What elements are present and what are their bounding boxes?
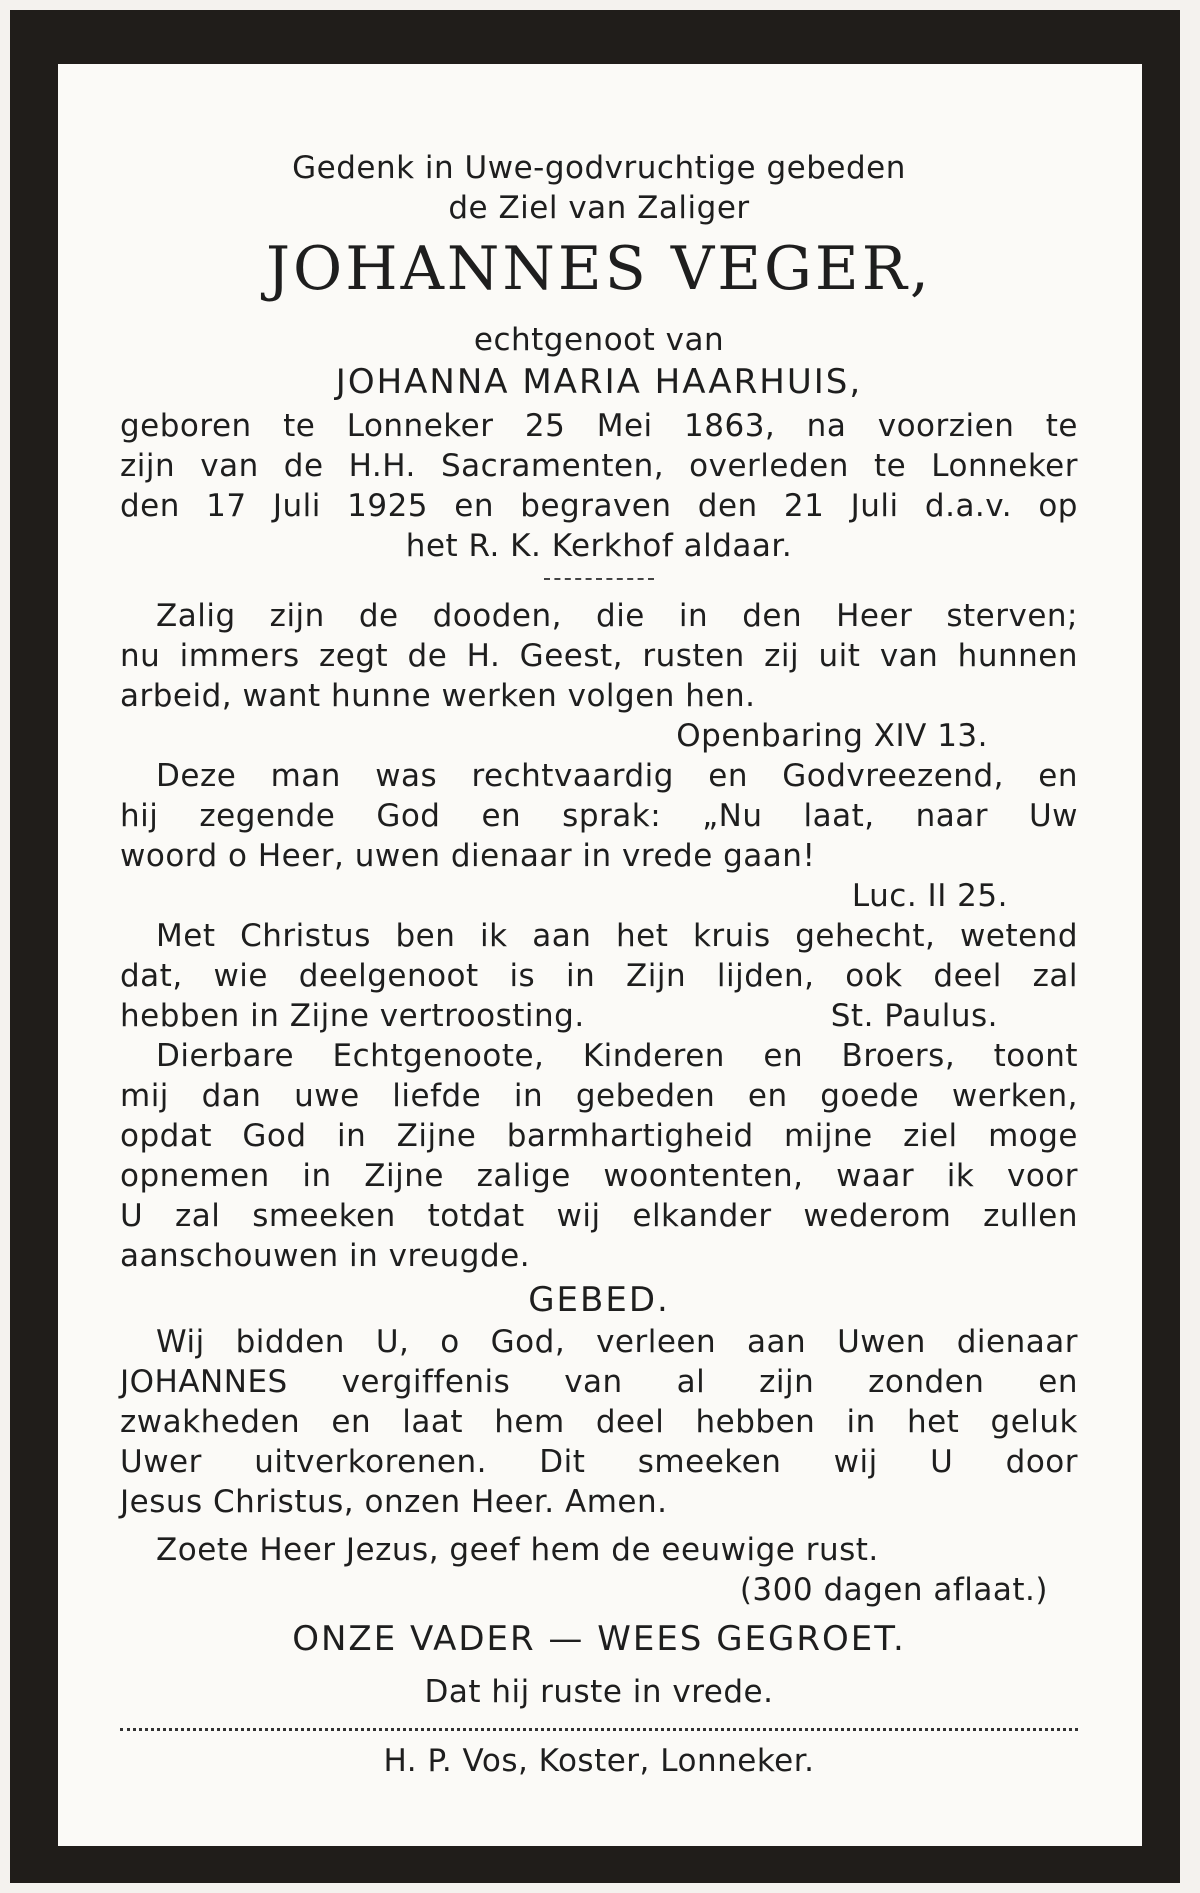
prayer-line: Wij bidden U, o God, verleen aan Uwen dienaar <box>156 1324 1078 1360</box>
verse-line-with-reference <box>120 996 1078 1036</box>
verse-luke <box>120 756 1078 916</box>
header-line-1: Gedenk in Uwe-godvruchtige gebeden <box>292 150 906 186</box>
verse-paulus <box>120 916 1078 1036</box>
closing-prayers: ONZE VADER — WEES GEGROET. <box>292 1619 906 1659</box>
verse-line: arbeid, want hunne werken volgen hen. <box>120 678 756 714</box>
bio-line: het R. K. Kerkhof aldaar. <box>405 528 793 564</box>
indulgence: (300 dagen aflaat.) <box>739 1572 1048 1608</box>
verse-revelation <box>120 596 1078 756</box>
bio-line: geboren te Lonneker 25 Mei 1863, na voorzien te <box>120 408 1078 444</box>
plea-line: aanschouwen in vreugde. <box>120 1238 531 1274</box>
short-divider <box>544 578 654 580</box>
verse-line: dat, wie deelgenoot is in Zijn lijden, ook deel zal <box>120 958 1078 994</box>
spouse-name: JOHANNA MARIA HAARHUIS, <box>335 362 863 402</box>
verse-line: hebben in Zijne vertroosting. <box>120 998 585 1034</box>
verse-reference: St. Paulus. <box>830 998 998 1034</box>
prayer-line: Uwer uitverkorenen. Dit smeeken wij U door <box>120 1444 1078 1480</box>
prayer-line: JOHANNES vergiffenis van al zijn zonden en <box>120 1364 1078 1400</box>
rest-in-peace: Dat hij ruste in vrede. <box>424 1674 774 1710</box>
verse-line: hij zegende God en sprak: „Nu laat, naar Uw <box>120 798 1078 834</box>
prayer-line: zwakheden en laat hem deel hebben in het geluk <box>120 1404 1078 1440</box>
verse-reference: Openbaring XIV 13. <box>676 718 988 754</box>
biography <box>120 406 1078 566</box>
bio-line: zijn van de H.H. Sacramenten, overleden te Lonneker <box>120 448 1078 484</box>
black-border <box>10 10 1180 1883</box>
prayer-line: Jesus Christus, onzen Heer. Amen. <box>120 1484 668 1520</box>
prayer <box>120 1322 1078 1522</box>
dotted-divider <box>120 1728 1078 1731</box>
verse-reference: Luc. II 25. <box>851 878 1008 914</box>
spouse-intro: echtgenoot van <box>473 322 725 358</box>
plea-line: opdat God in Zijne barmhartigheid mijne ziel moge <box>120 1118 1078 1154</box>
verse-line: Zalig zijn de dooden, die in den Heer sterven; <box>156 598 1078 634</box>
plea-line: opnemen in Zijne zalige woontenten, waar ik voor <box>120 1158 1078 1194</box>
verse-line: nu immers zegt de H. Geest, rusten zij uit van hunnen <box>120 638 1078 674</box>
plea-line: mij dan uwe liefde in gebeden en goede werken, <box>120 1078 1078 1114</box>
plea-line: U zal smeeken totdat wij elkander wederom zullen <box>120 1198 1078 1234</box>
plea <box>120 1036 1078 1276</box>
bio-line: den 17 Juli 1925 en begraven den 21 Juli d.a.v. op <box>120 488 1078 524</box>
printer-credit: H. P. Vos, Koster, Lonneker. <box>383 1743 815 1779</box>
verse-line: Deze man was rechtvaardig en Godvreezend, en <box>156 758 1078 794</box>
card-content <box>120 116 1078 1781</box>
deceased-name: JOHANNES VEGER, <box>266 234 932 304</box>
verse-line: woord o Heer, uwen dienaar in vrede gaan! <box>120 838 816 874</box>
prayer-heading: GEBED. <box>528 1280 670 1320</box>
verse-line: Met Christus ben ik aan het kruis gehecht, wetend <box>156 918 1078 954</box>
header-line-2: de Ziel van Zaliger <box>448 190 750 226</box>
plea-line: Dierbare Echtgenoote, Kinderen en Broers, toont <box>156 1038 1078 1074</box>
invocation: Zoete Heer Jezus, geef hem de eeuwige rust. <box>156 1532 879 1568</box>
card-paper <box>58 64 1142 1846</box>
